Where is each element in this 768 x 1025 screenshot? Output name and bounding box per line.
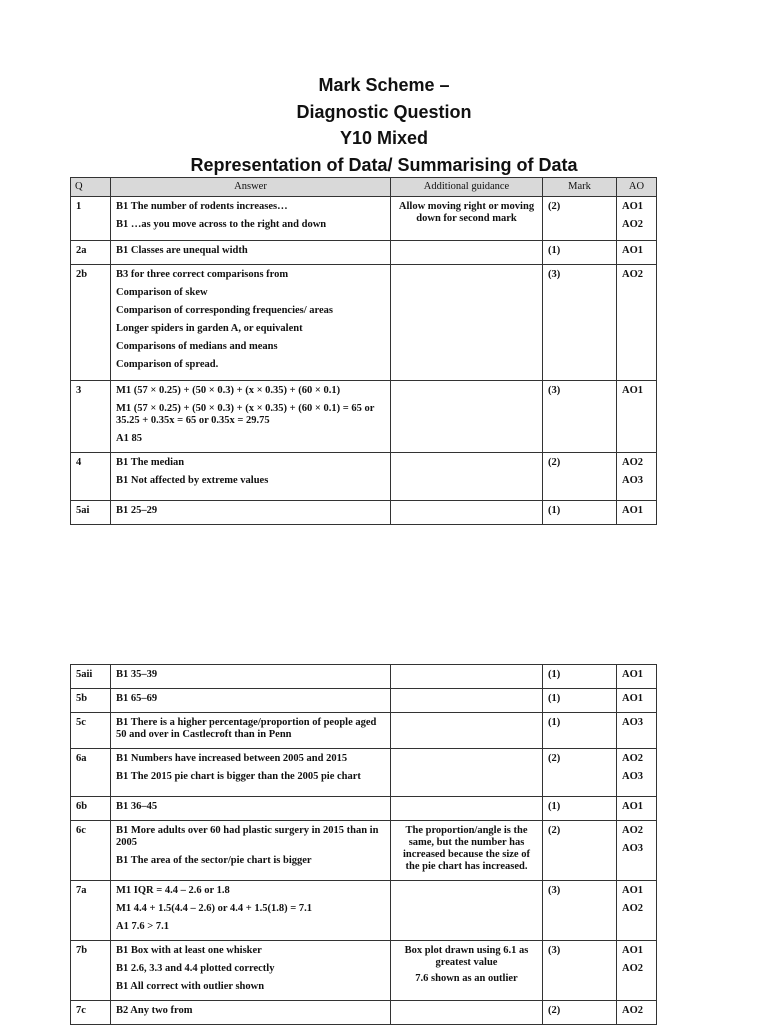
ao-value: AO2 <box>622 963 643 974</box>
guidance-cell <box>391 241 543 265</box>
mark-scheme-table-1 <box>70 177 657 525</box>
ao-value: AO2 <box>622 1005 643 1016</box>
guidance-cell <box>391 197 543 241</box>
answer-cell <box>111 821 391 881</box>
ao-value: AO1 <box>622 669 643 680</box>
table-row <box>71 453 657 501</box>
question-number: 6a <box>71 749 111 797</box>
answer-cell <box>111 665 391 689</box>
table-row <box>71 797 657 821</box>
question-number: 5c <box>71 713 111 749</box>
mark-cell: (1) <box>543 689 617 713</box>
table-row <box>71 713 657 749</box>
table-row <box>71 501 657 525</box>
table-row <box>71 881 657 941</box>
answer-line: Comparisons of medians and means <box>116 341 278 352</box>
ao-cell <box>617 797 657 821</box>
guidance-cell <box>391 381 543 453</box>
ao-value: AO2 <box>622 825 643 836</box>
ao-value: AO1 <box>622 801 643 812</box>
mark-cell: (2) <box>543 1001 617 1025</box>
ao-value: AO3 <box>622 475 643 486</box>
question-number: 5b <box>71 689 111 713</box>
question-number: 7b <box>71 941 111 1001</box>
answer-line: Comparison of spread. <box>116 359 219 370</box>
answer-cell <box>111 941 391 1001</box>
guidance-line: Box plot drawn using 6.1 as greatest value <box>404 945 529 968</box>
question-number: 2a <box>71 241 111 265</box>
table-row <box>71 241 657 265</box>
answer-line: M1 (57 × 0.25) + (50 × 0.3) + (x × 0.35) + (60 × 0.1) = 65 or 35.25 + 0.35x = 65 or 0.35x = 29.75 <box>116 403 375 426</box>
question-number: 7a <box>71 881 111 941</box>
guidance-cell <box>391 501 543 525</box>
mark-cell: (1) <box>543 713 617 749</box>
ao-value: AO1 <box>622 385 643 396</box>
answer-line: M1 4.4 + 1.5(4.4 – 2.6) or 4.4 + 1.5(1.8) = 7.1 <box>116 903 312 914</box>
answer-line: B1 The number of rodents increases… <box>116 201 288 212</box>
answer-line: B1 35–39 <box>116 669 158 680</box>
mark-cell: (3) <box>543 881 617 941</box>
table-row <box>71 689 657 713</box>
guidance-cell <box>391 797 543 821</box>
answer-line: B1 25–29 <box>116 505 158 516</box>
table-row <box>71 821 657 881</box>
ao-value: AO1 <box>622 945 643 956</box>
ao-cell <box>617 713 657 749</box>
answer-line: B1 36–45 <box>116 801 158 812</box>
mark-scheme-table-2 <box>70 664 657 1025</box>
answer-line: B1 There is a higher percentage/proportion of people aged 50 and over in Castlecroft than in Penn <box>116 717 377 740</box>
question-number: 5aii <box>71 665 111 689</box>
ao-cell <box>617 665 657 689</box>
answer-line: B1 Not affected by extreme values <box>116 475 269 486</box>
ao-cell <box>617 689 657 713</box>
answer-cell <box>111 197 391 241</box>
guidance-cell <box>391 941 543 1001</box>
mark-cell: (1) <box>543 797 617 821</box>
ao-cell <box>617 941 657 1001</box>
question-number: 1 <box>71 197 111 241</box>
title-line-4: Representation of Data/ Summarising of Data <box>190 154 578 175</box>
question-number: 4 <box>71 453 111 501</box>
answer-cell <box>111 265 391 381</box>
ao-cell <box>617 265 657 381</box>
mark-cell: (3) <box>543 265 617 381</box>
ao-cell <box>617 381 657 453</box>
answer-cell <box>111 713 391 749</box>
ao-cell <box>617 821 657 881</box>
answer-line: B1 All correct with outlier shown <box>116 981 265 992</box>
mark-cell: (3) <box>543 381 617 453</box>
answer-line: Comparison of skew <box>116 287 208 298</box>
ao-value: AO1 <box>622 245 643 256</box>
answer-cell <box>111 453 391 501</box>
table-row <box>71 665 657 689</box>
answer-cell <box>111 501 391 525</box>
guidance-line: 7.6 shown as an outlier <box>415 973 518 984</box>
header-guidance: Additional guidance <box>391 178 543 197</box>
header-answer: Answer <box>111 178 391 197</box>
answer-line: B2 Any two from <box>116 1005 193 1016</box>
answer-line: A1 85 <box>116 433 142 444</box>
table-row <box>71 381 657 453</box>
mark-cell: (1) <box>543 241 617 265</box>
header-ao: AO <box>617 178 657 197</box>
answer-line: M1 IQR = 4.4 – 2.6 or 1.8 <box>116 885 230 896</box>
ao-value: AO1 <box>622 201 643 212</box>
answer-line: B1 Classes are unequal width <box>116 245 248 256</box>
answer-line: B1 More adults over 60 had plastic surgery in 2015 than in 2005 <box>116 825 379 848</box>
mark-cell: (2) <box>543 197 617 241</box>
ao-cell <box>617 453 657 501</box>
ao-cell <box>617 241 657 265</box>
question-number: 6b <box>71 797 111 821</box>
question-number: 6c <box>71 821 111 881</box>
mark-cell: (2) <box>543 749 617 797</box>
answer-cell <box>111 381 391 453</box>
table-row <box>71 197 657 241</box>
guidance-cell <box>391 881 543 941</box>
header-q: Q <box>71 178 111 197</box>
ao-cell <box>617 1001 657 1025</box>
table-row <box>71 265 657 381</box>
answer-cell <box>111 241 391 265</box>
table-row <box>71 749 657 797</box>
answer-line: B1 The 2015 pie chart is bigger than the 2005 pie chart <box>116 771 361 782</box>
answer-cell <box>111 689 391 713</box>
guidance-cell <box>391 689 543 713</box>
answer-line: B3 for three correct comparisons from <box>116 269 289 280</box>
answer-line: B1 2.6, 3.3 and 4.4 plotted correctly <box>116 963 275 974</box>
answer-line: B1 65–69 <box>116 693 158 704</box>
answer-line: B1 Numbers have increased between 2005 and 2015 <box>116 753 348 764</box>
answer-line: Longer spiders in garden A, or equivalent <box>116 323 303 334</box>
guidance-cell <box>391 453 543 501</box>
header-mark: Mark <box>543 178 617 197</box>
ao-cell <box>617 501 657 525</box>
answer-cell <box>111 1001 391 1025</box>
table-row <box>71 941 657 1001</box>
question-number: 7c <box>71 1001 111 1025</box>
question-number: 3 <box>71 381 111 453</box>
mark-scheme-title <box>0 72 768 178</box>
ao-value: AO3 <box>622 843 643 854</box>
ao-value: AO1 <box>622 505 643 516</box>
mark-cell: (1) <box>543 501 617 525</box>
ao-value: AO2 <box>622 753 643 764</box>
ao-cell <box>617 749 657 797</box>
answer-cell <box>111 749 391 797</box>
title-line-3: Y10 Mixed <box>339 128 429 148</box>
table-header-row <box>71 178 657 197</box>
mark-cell: (2) <box>543 821 617 881</box>
ao-value: AO1 <box>622 693 643 704</box>
ao-cell <box>617 197 657 241</box>
ao-value: AO1 <box>622 885 643 896</box>
answer-cell <box>111 797 391 821</box>
ao-value: AO2 <box>622 269 643 280</box>
guidance-line: The proportion/angle is the same, but the number has increased because the size of the pie chart has increased. <box>403 825 530 872</box>
question-number: 2b <box>71 265 111 381</box>
guidance-line: Allow moving right or moving down for second mark <box>398 201 535 224</box>
ao-value: AO3 <box>622 717 643 728</box>
guidance-cell <box>391 665 543 689</box>
guidance-cell <box>391 713 543 749</box>
ao-value: AO3 <box>622 771 643 782</box>
ao-cell <box>617 881 657 941</box>
ao-value: AO2 <box>622 457 643 468</box>
guidance-cell <box>391 1001 543 1025</box>
ao-value: AO2 <box>622 903 643 914</box>
question-number: 5ai <box>71 501 111 525</box>
title-line-1: Mark Scheme – <box>318 75 450 95</box>
guidance-cell <box>391 821 543 881</box>
answer-line: B1 The area of the sector/pie chart is bigger <box>116 855 312 866</box>
answer-line: B1 …as you move across to the right and down <box>116 219 327 230</box>
answer-line: B1 Box with at least one whisker <box>116 945 262 956</box>
answer-line: Comparison of corresponding frequencies/ areas <box>116 305 333 316</box>
mark-cell: (1) <box>543 665 617 689</box>
mark-cell: (3) <box>543 941 617 1001</box>
answer-line: A1 7.6 > 7.1 <box>116 921 169 932</box>
guidance-cell <box>391 265 543 381</box>
mark-cell: (2) <box>543 453 617 501</box>
answer-line: M1 (57 × 0.25) + (50 × 0.3) + (x × 0.35) + (60 × 0.1) <box>116 385 341 396</box>
table-row <box>71 1001 657 1025</box>
guidance-cell <box>391 749 543 797</box>
answer-cell <box>111 881 391 941</box>
answer-line: B1 The median <box>116 457 185 468</box>
ao-value: AO2 <box>622 219 643 230</box>
title-line-2: Diagnostic Question <box>296 101 472 122</box>
